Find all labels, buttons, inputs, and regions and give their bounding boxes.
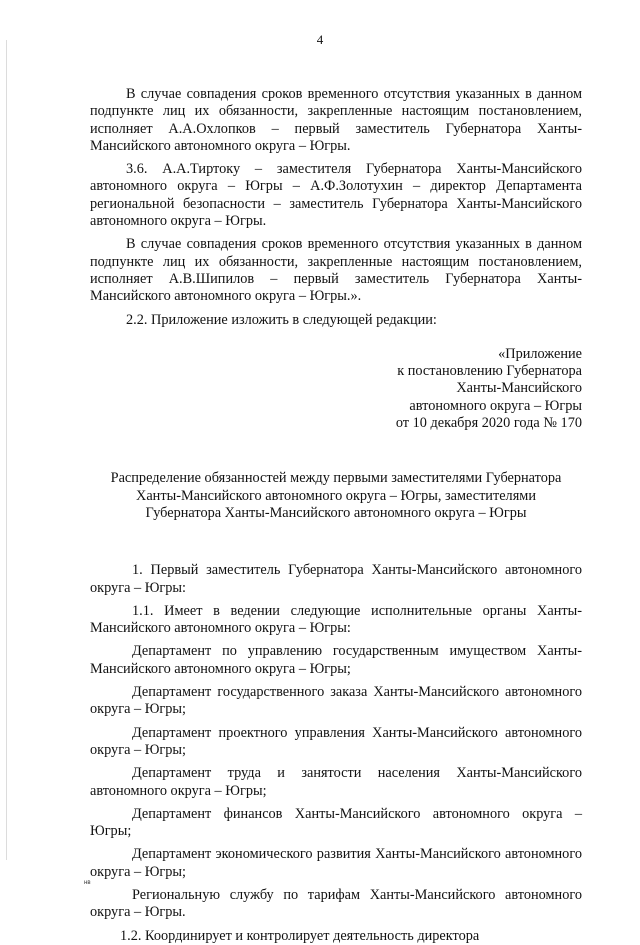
list-item-department: Департамент проектного управления Ханты-Мансийского автономного округа – Югры; xyxy=(90,724,582,758)
section-title-line: Ханты-Мансийского автономного округа – Югры, заместителями xyxy=(136,487,536,504)
footer-code: нв xyxy=(84,880,91,886)
document-body xyxy=(90,86,582,945)
list-item-department: Департамент по управлению государственным имуществом Ханты-Мансийского автономного округа – Югры; xyxy=(90,643,582,677)
appendix-line: «Приложение xyxy=(498,345,582,362)
section-title-line: Губернатора Ханты-Мансийского автономного округа – Югры xyxy=(145,504,527,521)
list-item-department: Департамент труда и занятости населения Ханты-Мансийского автономного округа – Югры; xyxy=(90,765,582,799)
appendix-line: от 10 декабря 2020 года № 170 xyxy=(395,415,582,432)
list-item-department: Департамент экономического развития Ханты-Мансийского автономного округа – Югры; xyxy=(90,846,582,880)
paragraph-substitution-1: В случае совпадения сроков временного отсутствия указанных в данном подпункте лиц их обязанности, закрепленные настоящим постановлением, исполняет А.А.Охлопков – первый заместитель Губернатора Ханты-Мансийского автономного округа – Югры. xyxy=(90,86,582,154)
section-title-line: Распределение обязанностей между первыми заместителями Губернатора xyxy=(110,470,562,487)
section-title xyxy=(90,470,582,522)
list-item-department: Департамент финансов Ханты-Мансийского автономного округа – Югры; xyxy=(90,805,582,840)
appendix-line: Ханты-Мансийского xyxy=(456,380,582,397)
paragraph-item-1-2: 1.2. Координирует и контролирует деятельность директора xyxy=(120,927,480,944)
list-item-department: Департамент государственного заказа Ханты-Мансийского автономного округа – Югры; xyxy=(90,684,582,718)
paragraph-item-1: 1. Первый заместитель Губернатора Ханты-Мансийского автономного округа – Югры: xyxy=(90,562,582,596)
appendix-line: автономного округа – Югры xyxy=(409,397,582,414)
list-item-department: Региональную службу по тарифам Ханты-Мансийского автономного округа – Югры. xyxy=(90,886,582,921)
paragraph-substitution-2: В случае совпадения сроков временного отсутствия указанных в данном подпункте лиц их обязанности, закрепленные настоящим постановлением, исполняет А.В.Шипилов – первый заместитель Губернатора Ханты-Мансийского автономного округа – Югры.». xyxy=(90,236,582,305)
paragraph-item-3-6: 3.6. А.А.Тиртоку – заместителя Губернатора Ханты-Мансийского автономного округа – Югры – А.Ф.Золотухин – директор Департамента региональной безопасности – заместитель Губернатора Ханты-Мансийского автономного округа – Югры. xyxy=(90,161,582,230)
scan-edge-line xyxy=(6,40,7,860)
appendix-header xyxy=(90,346,582,432)
paragraph-item-1-1: 1.1. Имеет в ведении следующие исполнительные органы Ханты-Мансийского автономного округа – Югры: xyxy=(90,602,582,637)
page-number: 4 xyxy=(316,32,324,47)
paragraph-item-2-2: 2.2. Приложение изложить в следующей редакции: xyxy=(126,311,437,328)
appendix-line: к постановлению Губернатора xyxy=(397,363,582,380)
